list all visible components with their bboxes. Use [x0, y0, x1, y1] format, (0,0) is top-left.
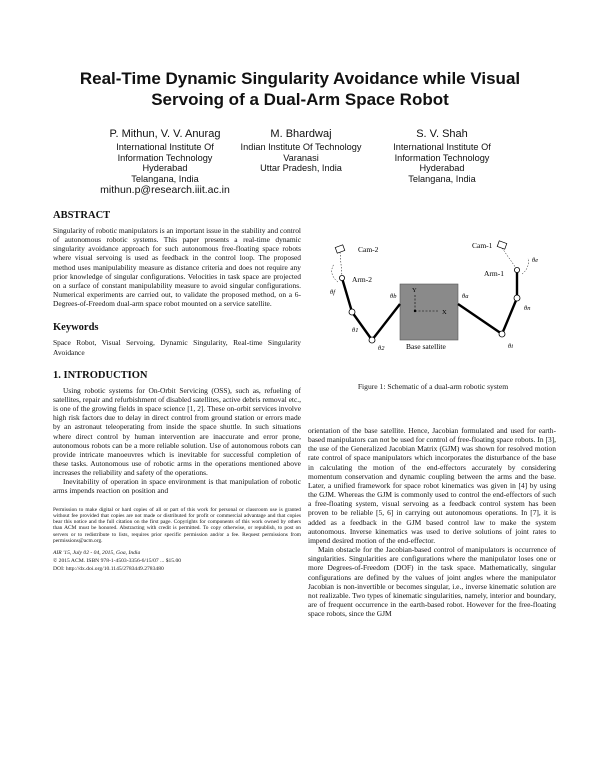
author-block-3	[372, 128, 512, 184]
author-block-2	[222, 128, 380, 174]
theta-b-label: θb	[390, 293, 397, 300]
theta-1-label: θ1	[352, 327, 359, 334]
camera-1-label: Cam-1	[472, 241, 493, 250]
author-affil-line: Telangana, India	[408, 173, 476, 184]
title-line-2: Servoing of a Dual-Arm Space Robot	[151, 90, 449, 109]
arm-2-angle-arc	[332, 264, 338, 282]
intro-paragraph-1: Using robotic systems for On-Orbit Servicing (OSS), such as, refueling of satellites, repair and refurbishment of disabled satellites, active debris removal etc., is one of the growing fields in space science [1, 2]. These on-orbit services involve high risk factors due to delay in direct control from ground station or errors made by an astronaut teleoperating from inside the space shuttle. In such situations where direct control by human intervention are inaccurate and error prone, autonomous robots can be a more reliable solution. Use of autonomous robots can provide intricate manoeuvres which is inevitable for successful completion of these tasks. Autonomous use of robotic arms in the operations mentioned above increases the reliability and safety of the operations.	[53, 385, 301, 478]
keywords-text: Space Robot, Visual Servoing, Dynamic Singularity, Real-time Singularity Avoidance	[53, 338, 301, 357]
arm-1-links	[458, 270, 517, 334]
theta-a-label: θa	[462, 293, 469, 300]
author-affil-line: Varanasi	[283, 152, 319, 163]
author-email[interactable]: mithun.p@research.iiit.ac.in	[100, 184, 230, 197]
author-affil-line: Telangana, India	[131, 173, 199, 184]
author-affil-line: Hyderabad	[419, 163, 465, 174]
copyright-line: © 2015 ACM. ISBN 978-1-4503-3356-6/15/07 ... $15.00	[53, 558, 182, 565]
theta-e-label: θe	[532, 257, 539, 264]
camera-2-label: Cam-2	[358, 245, 379, 254]
title-line-1: Real-Time Dynamic Singularity Avoidance while Visual	[79, 69, 521, 88]
doi-line[interactable]: DOI: http://dx.doi.org/10.1145/2783449.2783480	[53, 566, 164, 573]
intro-paragraph-2: Inevitability of operation in space environment is that manipulation of robotic arms impends reaction on position and	[53, 477, 301, 496]
x-axis-label: X	[442, 309, 447, 316]
author-name: S. V. Shah	[416, 128, 468, 140]
dual-arm-schematic-figure	[312, 232, 557, 372]
camera-1-icon	[497, 241, 507, 249]
camera-2-icon	[335, 245, 345, 253]
arm-2-joint	[369, 337, 375, 343]
author-affil-line: Information Technology	[117, 152, 213, 163]
author-name: M. Bhardwaj	[270, 128, 332, 140]
base-satellite-block	[400, 284, 458, 340]
author-affil-line: Uttar Pradesh, India	[260, 163, 342, 174]
abstract-heading: ABSTRACT	[53, 210, 111, 221]
theta-2-label: θ2	[378, 345, 385, 352]
theta-n-label: θn	[524, 305, 531, 312]
theta-i-label: θi	[508, 343, 513, 350]
abstract-text: Singularity of robotic manipulators is an important issue in the stability and control of autonomous robotic systems. This paper presents a real-time dynamic singularity avoidance approach for such autonomous free-floating space robots where visual servoing is used as feedback in the control loop. The proposed method uses manipulability measure as distance criteria and does not require any prior knowledge of singular configurations. Velocities in task space are projected on a surface of constant manipulability measure to avoid singular configurations. Numerical experiments are carried out, to validate the proposed method, on a 6-Degrees-of-Freedom dual-arm space robot mounted on a service satellite.	[53, 226, 301, 309]
base-satellite-label: Base satellite	[406, 342, 446, 351]
figure-caption: Figure 1: Schematic of a dual-arm robotic system	[357, 382, 509, 391]
author-affil-line: Information Technology	[394, 152, 490, 163]
right-paragraph-2: Main obstacle for the Jacobian-based control of manipulators is occurrence of singularities. Singularities are configurations where the manipulator loses one or more Degrees-of-Freedom (DOF) in the task space. Mathematically, singular configurations are defined by the values of joint angles where the manipulator Jacobian is non-invertible or becomes singular, i.e., inverse kinematic solution are not realizable. Two types of kinematic singularities, namely, interior and boundary, are of frequent occurrence in the earth-based robot. However for the free-floating space robots, since the GJM	[308, 545, 556, 619]
right-column	[308, 426, 556, 618]
right-paragraph-1: orientation of the base satellite. Hence, Jacobian formulated and used for earth-based manipulators can not be used for control of free-floating space robots. In [3], the use of the Generalized Jacobian Matrix (GJM) was shown for resolved motion rate control of space manipulators which incorporates the disturbance of the base in calculating the motion of the end-effectors accurately by considering momentum conservation and dynamic coupling between the arms and the base. Later, a unified framework for space robot kinematics was given in [4] by using the GJM. Whereas the GJM is commonly used to control the end-effectors of such a free-floating system, visual servoing as a feedback control system has been proven to be reliable [5, 6] in carrying out autonomous operations. In [7], it is added as a feedback in the GJM based control law to make the system autonomous. Inverse kinematics was used to derive solutions of joint rates to impend desired motion of the end-effector.	[308, 426, 556, 545]
camera-2-sightline	[340, 252, 342, 276]
author-name: P. Mithun, V. V. Anurag	[109, 128, 221, 140]
arm-1-angle-arc	[522, 258, 528, 274]
conference-info: AIR '15, July 02 - 04, 2015, Goa, India	[53, 550, 141, 557]
author-affil-line: Indian Institute Of Technology	[240, 142, 362, 152]
author-affil-line: Hyderabad	[142, 163, 188, 174]
introduction-heading: 1. INTRODUCTION	[53, 369, 148, 381]
camera-1-sightline	[502, 248, 516, 268]
arm-2-joint	[339, 275, 344, 280]
author-affil-line: International Institute Of	[116, 142, 214, 152]
left-column	[53, 210, 301, 573]
keywords-heading: Keywords	[53, 322, 99, 334]
arm-1-joint	[499, 331, 505, 337]
base-origin-dot	[414, 310, 416, 312]
arm-1-joint	[514, 295, 520, 301]
permission-notice: Permission to make digital or hard copies of all or part of this work for personal or classroom use is granted without fee provided that copies are not made or distributed for profit or commercial advantage and that copies bear this notice and the full citation on the first page. Copyrights for components of this work owned by others than ACM must be honored. Abstracting with credit is permitted. To copy otherwise, or republish, to post on servers or to redistribute to lists, requires prior specific permission and/or a fee. Request permissions from permissions@acm.org.	[53, 506, 301, 545]
arm-2-joint	[349, 309, 355, 315]
arm-1-label: Arm-1	[484, 269, 504, 278]
theta-f-label: θf	[330, 289, 335, 296]
y-axis-label: Y	[412, 287, 417, 294]
paper-title	[40, 68, 560, 110]
arm-2-label: Arm-2	[352, 275, 372, 284]
author-affil-line: International Institute Of	[393, 142, 491, 152]
arm-1-joint	[514, 267, 519, 272]
